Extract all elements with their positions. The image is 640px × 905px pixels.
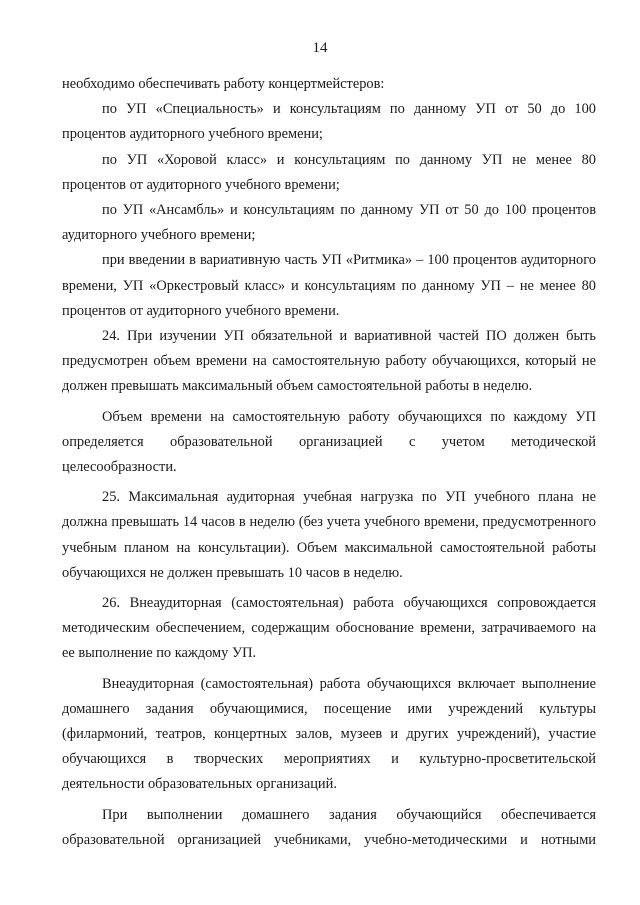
paragraph-item-25: 25. Максимальная аудиторная учебная нагрузка по УП учебного плана не должна превышать 14 часов в неделю (без учета учебного времени, предусмотренного учебным планом на консультации). Объем максимальной самостоятельной работы обучающихся не должен превышать 10 часов в неделю. bbox=[62, 489, 596, 581]
paragraph-specialty: по УП «Специальность» и консультациям по данному УП от 50 до 100 процентов аудиторного учебного времени; bbox=[62, 101, 596, 143]
paragraph-ensemble: по УП «Ансамбль» и консультациям по данному УП от 50 до 100 процентов аудиторного учебного времени; bbox=[62, 202, 596, 244]
paragraph-item-26: 26. Внеаудиторная (самостоятельная) работа обучающихся сопровождается методическим обеспечением, содержащим обоснование времени, затрачиваемого на ее выполнение по каждому УП. bbox=[62, 595, 596, 662]
paragraph-intro: необходимо обеспечивать работу концертмейстеров: bbox=[62, 76, 385, 92]
paragraph-item-24: 24. При изучении УП обязательной и вариативной частей ПО должен быть предусмотрен объем времени на самостоятельную работу обучающихся, который не должен превышать максимальный объем самостоятельной работы в неделю. bbox=[62, 328, 596, 395]
document-body bbox=[62, 72, 596, 853]
paragraph-choir: по УП «Хоровой класс» и консультациям по данному УП не менее 80 процентов от аудиторного учебного времени; bbox=[62, 151, 596, 193]
paragraph-independent-work-volume: Объем времени на самостоятельную работу обучающихся по каждому УП определяется образовательной организацией с учетом методической целесообразности. bbox=[62, 408, 596, 476]
paragraph-extracurricular-work: Внеаудиторная (самостоятельная) работа обучающихся включает выполнение домашнего задания обучающимися, посещение ими учреждений культуры (филармоний, театров, концертных залов, музеев и других учреждений), участие обучающихся в творческих мероприятиях и культурно-просветительской деятельности образовательных организаций. bbox=[62, 675, 596, 793]
paragraph-rhythmics: при введении в вариативную часть УП «Ритмика» – 100 процентов аудиторного времени, УП «Оркестровый класс» и консультациям по данному УП – не менее 80 процентов от аудиторного учебного времени. bbox=[62, 252, 596, 319]
paragraph-homework: При выполнении домашнего задания обучающийся обеспечивается образовательной организацией учебниками, учебно-методическими и нотными bbox=[62, 806, 596, 848]
page-number: 14 bbox=[312, 40, 328, 56]
